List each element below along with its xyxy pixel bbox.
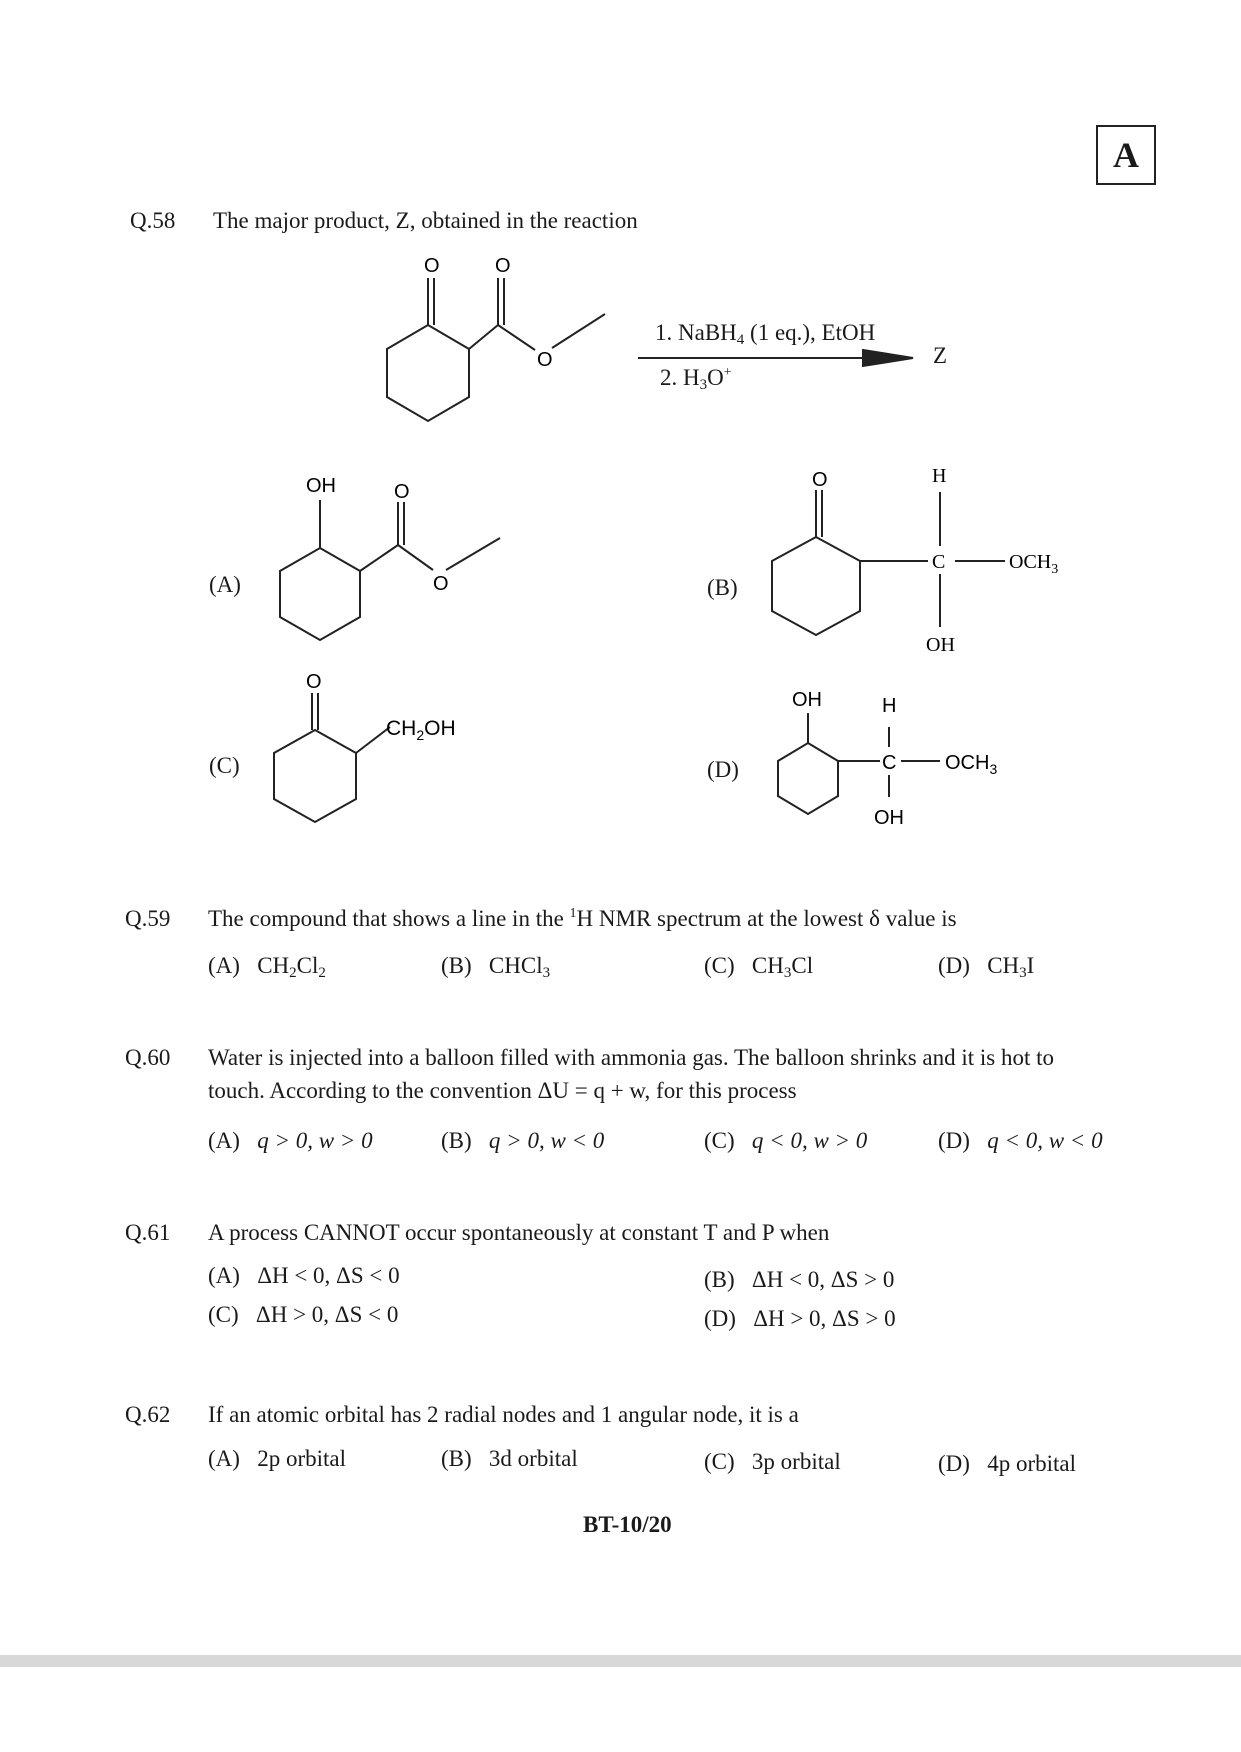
q58-option-a-structure	[260, 470, 510, 660]
option-d-h: H	[882, 695, 897, 717]
q61-text: A process CANNOT occur spontaneously at constant T and P when	[208, 1220, 830, 1245]
q59-option-c[interactable]: (C) $CH_3Cl$	[704, 953, 814, 981]
option-c-ring-ch2oh-bond	[356, 727, 390, 753]
q62-option-d[interactable]: (D) 4p orbital	[938, 1451, 1076, 1476]
option-a-methyl-bond	[446, 538, 500, 570]
option-b-c: C	[932, 551, 946, 573]
q59-option-a[interactable]: (A) $CH_2Cl_2$	[208, 953, 326, 981]
q60-option-d[interactable]: (D) q < 0, w < 0	[938, 1128, 1103, 1153]
option-b-ring	[772, 537, 860, 635]
q61-option-d[interactable]: (D) ΔH > 0, ΔS > 0	[704, 1306, 896, 1331]
option-c-ring	[274, 730, 356, 822]
q58-option-a-label[interactable]: (A)	[209, 572, 241, 597]
option-c-ketone-o: O	[306, 671, 322, 693]
q62-option-c[interactable]: (C) 3p orbital	[704, 1449, 841, 1474]
q62-option-b[interactable]: (B) 3d orbital	[441, 1446, 578, 1471]
q58-option-d-label[interactable]: (D)	[707, 757, 739, 782]
reactant-ether-o: O	[537, 349, 553, 371]
option-c-ch2oh: $CH_2OH$	[386, 717, 456, 743]
q58-reagent-2: 2. $H_3O^+$	[660, 365, 732, 393]
q59-text: The compound that shows a line in the $^1$H NMR spectrum at the lowest δ value is	[208, 906, 957, 931]
q62-number: Q.62	[125, 1402, 171, 1427]
q59-option-d[interactable]: (D) $CH_3I$	[938, 953, 1035, 981]
q61-option-b[interactable]: (B) ΔH < 0, ΔS > 0	[704, 1267, 895, 1292]
option-b-h: H	[932, 465, 947, 487]
q58-reagent-1: 1. NaBH$_4$ (1 eq.), EtOH	[655, 320, 876, 348]
reactant-ester-o: O	[495, 255, 511, 277]
q58-reactant-structure	[320, 250, 620, 460]
q60-text-line2: touch. According to the convention ΔU = q + w, for this process	[208, 1078, 797, 1103]
option-b-och3: $OCH_3$	[1009, 551, 1059, 577]
reactant-ketone-o: O	[424, 255, 440, 277]
option-a-carbonyl-o: O	[394, 481, 410, 503]
q58-option-c-label[interactable]: (C)	[209, 753, 240, 778]
option-a-ester-o-bond	[398, 545, 433, 570]
q58-number: Q.58	[130, 208, 176, 233]
q58-product-z: Z	[933, 343, 948, 368]
ester-o-bond	[498, 325, 535, 350]
reactant-ring	[387, 325, 469, 421]
option-d-oh-top: OH	[792, 689, 822, 711]
option-a-ring	[280, 548, 360, 640]
q60-option-c[interactable]: (C) q < 0, w > 0	[704, 1128, 868, 1153]
option-a-ether-o: O	[433, 573, 449, 595]
q58-option-d-structure	[760, 685, 1080, 860]
methyl-bond	[552, 314, 605, 348]
set-code: A	[1113, 135, 1139, 175]
q58-text: The major product, Z, obtained in the reaction	[213, 208, 638, 233]
scan-edge-band	[0, 1655, 1241, 1667]
option-d-oh-bottom: OH	[874, 807, 904, 829]
q62-text: If an atomic orbital has 2 radial nodes and 1 angular node, it is a	[208, 1402, 799, 1427]
option-b-oh: OH	[926, 634, 955, 656]
option-d-c: C	[882, 752, 897, 774]
q58-option-b-label[interactable]: (B)	[707, 575, 738, 600]
q61-option-c[interactable]: (C) ΔH > 0, ΔS < 0	[208, 1302, 399, 1327]
option-d-och3: $OCH_3$	[945, 752, 998, 777]
option-a-oh: OH	[306, 475, 336, 497]
page-footer: BT-10/20	[583, 1512, 672, 1537]
q59-number: Q.59	[125, 906, 171, 931]
q59-option-b[interactable]: (B) CHCl$_3$	[441, 953, 551, 981]
q60-option-b[interactable]: (B) q > 0, w < 0	[441, 1128, 605, 1153]
q60-number: Q.60	[125, 1045, 171, 1070]
q58-option-c-structure	[260, 665, 510, 840]
option-a-ring-ester-bond	[360, 545, 398, 571]
q62-option-a[interactable]: (A) 2p orbital	[208, 1446, 346, 1471]
option-b-ketone-o: O	[812, 469, 828, 491]
q61-option-a[interactable]: (A) ΔH < 0, ΔS < 0	[208, 1263, 400, 1288]
q60-option-a[interactable]: (A) q > 0, w > 0	[208, 1128, 373, 1153]
q58-option-b-structure	[760, 462, 1090, 662]
set-code-box	[1096, 125, 1156, 185]
q60-text-line1: Water is injected into a balloon filled with ammonia gas. The balloon shrinks and it is hot to	[208, 1045, 1055, 1070]
q61-number: Q.61	[125, 1220, 171, 1245]
ring-ester-bond	[469, 325, 498, 349]
option-d-ring	[778, 743, 838, 814]
